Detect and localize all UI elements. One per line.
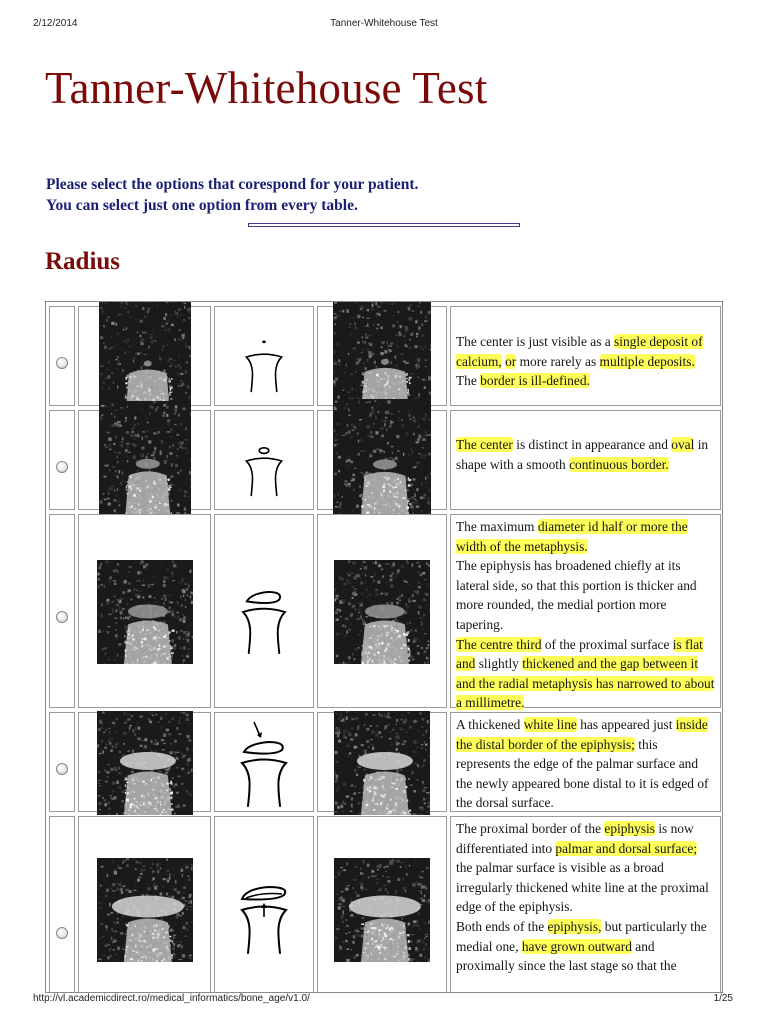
xray-cell — [78, 514, 211, 708]
highlighted-text: epiphysis, — [547, 918, 602, 934]
description-cell — [450, 712, 721, 812]
instructions — [46, 174, 418, 216]
description-text: in shape with a smooth — [456, 437, 709, 472]
stage-row — [46, 812, 722, 993]
xray-cell — [78, 712, 211, 812]
highlighted-text: The center — [456, 437, 513, 452]
highlighted-text: continuous border. — [569, 456, 669, 472]
description-cell — [450, 514, 721, 711]
page-title: Tanner-Whitehouse Test — [45, 63, 488, 113]
description-text: The epiphysis has broadened chiefly at its lateral side, so that this portion is thicker and more rounded, the medial portion more tapering. — [456, 558, 697, 632]
arrow-icon — [261, 903, 267, 917]
xray-image-frame — [334, 711, 430, 815]
highlighted-text: epiphysis — [604, 821, 655, 836]
hand-xray-image — [99, 401, 191, 521]
description-text: The maximum — [456, 519, 538, 534]
drawing-frame — [234, 865, 294, 960]
description-text: this represents the edge of the palmar surface and the newly appeared bone distal to it is edged of the dorsal surface. — [456, 736, 709, 811]
xray-cell — [78, 816, 211, 993]
description-text: more rarely as — [516, 353, 600, 369]
highlighted-text: white line — [523, 717, 577, 732]
section-title-radius: Radius — [45, 248, 121, 275]
print-page-number: 1/25 — [713, 993, 733, 1004]
description-cell — [450, 816, 721, 993]
stage-description — [456, 517, 715, 713]
xray-image-frame — [334, 560, 430, 664]
print-url: http://vl.academicdirect.ro/medical_informatics/bone_age/v1.0/ — [33, 993, 310, 1004]
hand-xray-image — [97, 560, 193, 664]
drawing-cell — [214, 306, 314, 406]
hand-xray-image — [333, 399, 431, 523]
description-text: Both ends of the — [456, 918, 548, 934]
stage-radio-button[interactable] — [56, 357, 68, 369]
radio-cell — [49, 410, 75, 510]
description-cell — [450, 306, 721, 406]
hand-xray-image — [334, 858, 430, 962]
drawing-frame — [234, 425, 294, 502]
xray-image-frame — [97, 858, 193, 962]
description-text: A thickened — [456, 717, 524, 732]
hand-xray-image — [97, 711, 193, 815]
description-text: The proximal border of the — [456, 821, 605, 836]
stage-radio-button[interactable] — [56, 927, 68, 939]
xray-cell — [78, 306, 211, 406]
highlighted-text: have grown outward — [521, 938, 632, 954]
description-paragraph — [456, 715, 715, 813]
highlighted-text: single deposit of calcium, — [456, 334, 703, 369]
arrow-icon — [254, 722, 262, 738]
description-paragraph — [456, 435, 715, 474]
description-paragraph — [456, 556, 715, 634]
description-text: is now differentiated into — [456, 821, 694, 856]
xray-image-frame — [97, 560, 193, 664]
stage-row — [46, 510, 722, 711]
stage-description — [456, 715, 715, 813]
radius-epiphysis-line-drawing — [234, 321, 294, 393]
xray-image-frame — [97, 711, 193, 815]
highlighted-text: diameter id half or more the width of the metaphysis. — [456, 519, 688, 554]
description-paragraph — [456, 635, 715, 713]
hand-xray-image — [97, 858, 193, 962]
xray-image-frame — [99, 401, 191, 521]
description-text: has appeared just — [576, 717, 676, 732]
description-paragraph — [456, 332, 715, 391]
stage-radio-button[interactable] — [56, 461, 68, 473]
stage-radio-button[interactable] — [56, 763, 68, 775]
radius-epiphysis-line-drawing — [234, 718, 294, 808]
drawing-frame — [234, 321, 294, 398]
description-text: The center is just visible as a — [456, 334, 615, 349]
hand-xray-image — [334, 711, 430, 815]
description-text: of the proximal surface — [541, 636, 673, 652]
highlighted-text: multiple deposits. — [599, 353, 695, 369]
drawing-frame — [234, 718, 294, 813]
print-date: 2/12/2014 — [33, 18, 78, 29]
stage-description — [456, 435, 715, 474]
xray-cell — [317, 410, 447, 510]
drawing-cell — [214, 514, 314, 708]
xray-cell — [317, 306, 447, 406]
highlighted-text: inside the distal border of the epiphysis; — [456, 717, 708, 752]
radius-stage-table — [45, 301, 723, 993]
xray-image-frame — [333, 399, 431, 523]
highlighted-text: The centre third — [456, 636, 542, 652]
xray-image-frame — [334, 858, 430, 962]
drawing-cell — [214, 712, 314, 812]
description-cell — [450, 410, 721, 510]
highlighted-text: oval — [671, 437, 695, 452]
highlighted-text: is flat and — [456, 636, 703, 672]
radio-cell — [49, 712, 75, 812]
description-text: but particularly the medial one, — [456, 918, 707, 954]
xray-cell — [317, 712, 447, 812]
drawing-cell — [214, 410, 314, 510]
instruction-line: Please select the options that corespond for your patient. — [46, 176, 419, 193]
highlighted-text: palmar and dorsal surface; — [555, 840, 698, 856]
description-text: and proximally since the last stage so that the — [456, 938, 677, 974]
stage-radio-button[interactable] — [56, 611, 68, 623]
description-paragraph — [456, 819, 715, 917]
highlighted-text: border is ill-defined. — [480, 373, 590, 389]
radio-cell — [49, 306, 75, 406]
stage-row — [46, 406, 722, 510]
hand-xray-image — [334, 560, 430, 664]
xray-cell — [78, 410, 211, 510]
highlighted-text: thickened and the gap between it and the radial metaphysis has narrowed to about a millimetre. — [456, 656, 715, 711]
radio-cell — [49, 514, 75, 708]
description-text: The — [456, 373, 481, 389]
description-paragraph — [456, 917, 715, 976]
stage-description — [456, 819, 715, 976]
xray-cell — [317, 514, 447, 708]
radius-epiphysis-line-drawing — [234, 569, 294, 655]
stage-row — [46, 708, 722, 812]
divider — [248, 223, 520, 227]
highlighted-text: or — [505, 353, 517, 369]
description-paragraph — [456, 517, 715, 556]
radius-epiphysis-line-drawing — [234, 865, 294, 955]
description-text: the palmar surface is visible as a broad irregularly thickened white line at the proximal edge of the epiphysis. — [456, 860, 709, 915]
xray-cell — [317, 816, 447, 993]
radius-epiphysis-line-drawing — [234, 425, 294, 497]
drawing-frame — [234, 569, 294, 660]
stage-description — [456, 332, 715, 391]
drawing-cell — [214, 816, 314, 993]
instruction-line: You can select just one option from every table. — [46, 197, 358, 214]
description-text: slightly — [475, 656, 523, 672]
print-header-title: Tanner-Whitehouse Test — [330, 18, 438, 29]
stage-row — [46, 302, 722, 406]
radio-cell — [49, 816, 75, 993]
description-text: is distinct in appearance and — [512, 437, 672, 452]
